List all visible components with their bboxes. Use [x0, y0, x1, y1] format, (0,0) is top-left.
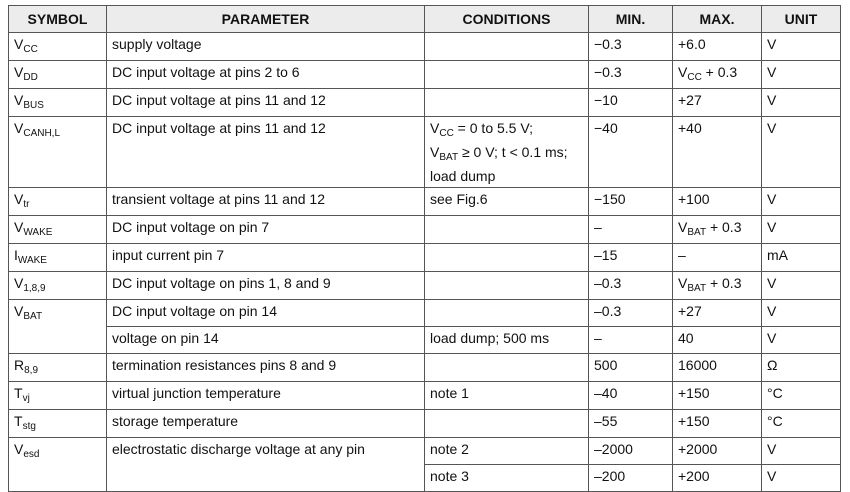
- symbol-main: T: [14, 413, 23, 429]
- unit-cell: V: [762, 465, 841, 492]
- min-cell: −40: [589, 117, 673, 188]
- min-cell: –: [589, 216, 673, 244]
- max-cell: [673, 216, 762, 244]
- table-row: [9, 354, 841, 382]
- max-cell: +200: [673, 465, 762, 492]
- parameter-cell: transient voltage at pins 11 and 12: [107, 188, 425, 216]
- symbol-subscript: CC: [23, 44, 38, 55]
- max-cell: +2000: [673, 438, 762, 465]
- symbol-cell: [9, 89, 107, 117]
- conditions-cell: [425, 244, 589, 272]
- max-cell: +100: [673, 188, 762, 216]
- min-cell: –0.3: [589, 272, 673, 300]
- max-cell: 16000: [673, 354, 762, 382]
- max-main: V: [678, 219, 688, 235]
- unit-cell: V: [762, 117, 841, 188]
- conditions-cell: [425, 410, 589, 438]
- max-cell: –: [673, 244, 762, 272]
- symbol-cell: [9, 438, 107, 492]
- min-cell: –2000: [589, 438, 673, 465]
- symbol-subscript: vj: [22, 393, 30, 404]
- symbol-main: V: [14, 120, 24, 136]
- parameter-cell: input current pin 7: [107, 244, 425, 272]
- symbol-main: I: [14, 247, 18, 263]
- max-suffix: + 0.3: [706, 219, 742, 235]
- max-cell: +150: [673, 410, 762, 438]
- min-cell: –40: [589, 382, 673, 410]
- symbol-main: V: [14, 36, 24, 52]
- parameter-cell: DC input voltage at pins 11 and 12: [107, 89, 425, 117]
- max-suffix: + 0.3: [706, 275, 742, 291]
- symbol-cell: [9, 216, 107, 244]
- table-row: [9, 300, 841, 327]
- conditions-cell: note 3: [425, 465, 589, 492]
- max-subscript: BAT: [687, 283, 707, 294]
- conditions-cell: [425, 354, 589, 382]
- parameter-cell: DC input voltage at pins 2 to 6: [107, 61, 425, 89]
- header-min: MIN.: [589, 6, 673, 33]
- parameter-cell: DC input voltage at pins 11 and 12: [107, 117, 425, 188]
- conditions-cell: note 1: [425, 382, 589, 410]
- parameter-cell: DC input voltage on pin 7: [107, 216, 425, 244]
- parameter-cell: storage temperature: [107, 410, 425, 438]
- table-row: [9, 272, 841, 300]
- conditions-cell: load dump; 500 ms: [425, 327, 589, 354]
- max-cell: +150: [673, 382, 762, 410]
- table-row: [9, 89, 841, 117]
- unit-cell: V: [762, 327, 841, 354]
- parameter-cell: DC input voltage on pin 14: [107, 300, 425, 327]
- symbol-main: V: [14, 441, 24, 457]
- symbol-subscript: 8,9: [24, 365, 39, 376]
- conditions-cell: [425, 33, 589, 61]
- max-subscript: BAT: [687, 227, 707, 238]
- header-symbol: SYMBOL: [9, 6, 107, 33]
- symbol-cell: [9, 354, 107, 382]
- min-cell: –0.3: [589, 300, 673, 327]
- min-cell: –200: [589, 465, 673, 492]
- unit-cell: °C: [762, 382, 841, 410]
- max-cell: +40: [673, 117, 762, 188]
- symbol-subscript: WAKE: [17, 255, 47, 266]
- unit-cell: mA: [762, 244, 841, 272]
- symbol-cell: [9, 300, 107, 354]
- min-cell: –55: [589, 410, 673, 438]
- cond-main: V: [430, 144, 440, 160]
- max-cell: [673, 272, 762, 300]
- symbol-cell: [9, 410, 107, 438]
- max-main: V: [678, 64, 688, 80]
- symbol-main: R: [14, 357, 25, 373]
- symbol-subscript: tr: [23, 199, 30, 210]
- conditions-cell: [425, 272, 589, 300]
- max-cell: [673, 61, 762, 89]
- condition-line: [430, 143, 583, 167]
- unit-cell: V: [762, 216, 841, 244]
- symbol-main: V: [14, 92, 24, 108]
- symbol-main: V: [14, 191, 24, 207]
- table-row: [9, 188, 841, 216]
- table-row: [9, 61, 841, 89]
- symbol-cell: [9, 382, 107, 410]
- symbol-cell: [9, 33, 107, 61]
- symbol-cell: [9, 61, 107, 89]
- header-parameter: PARAMETER: [107, 6, 425, 33]
- symbol-main: V: [14, 64, 24, 80]
- cond-subscript: CC: [439, 128, 454, 139]
- parameter-cell: virtual junction temperature: [107, 382, 425, 410]
- symbol-subscript: 1,8,9: [23, 283, 46, 294]
- conditions-cell: [425, 117, 589, 188]
- unit-cell: V: [762, 89, 841, 117]
- header-row: [9, 6, 841, 33]
- parameter-cell: voltage on pin 14: [107, 327, 425, 354]
- unit-cell: Ω: [762, 354, 841, 382]
- table-row: [9, 117, 841, 188]
- symbol-subscript: esd: [23, 449, 40, 460]
- unit-cell: V: [762, 438, 841, 465]
- table-row: [9, 410, 841, 438]
- symbol-subscript: stg: [22, 421, 36, 432]
- min-cell: −0.3: [589, 33, 673, 61]
- symbol-main: V: [14, 275, 24, 291]
- max-subscript: CC: [687, 72, 702, 83]
- limiting-values-table: [8, 5, 841, 492]
- min-cell: –: [589, 327, 673, 354]
- table-row: [9, 438, 841, 465]
- table-row: [9, 327, 841, 354]
- cond-suffix: ≥ 0 V; t < 0.1 ms;: [458, 144, 568, 160]
- unit-cell: V: [762, 61, 841, 89]
- table-row: [9, 33, 841, 61]
- unit-cell: °C: [762, 410, 841, 438]
- max-cell: +6.0: [673, 33, 762, 61]
- cond-subscript: BAT: [439, 152, 459, 163]
- min-cell: −10: [589, 89, 673, 117]
- min-cell: –15: [589, 244, 673, 272]
- parameter-cell: supply voltage: [107, 33, 425, 61]
- max-cell: +27: [673, 300, 762, 327]
- header-unit: UNIT: [762, 6, 841, 33]
- cond-suffix: = 0 to 5.5 V;: [453, 120, 534, 136]
- header-max: MAX.: [673, 6, 762, 33]
- max-cell: +27: [673, 89, 762, 117]
- conditions-cell: [425, 300, 589, 327]
- cond-main: V: [430, 120, 440, 136]
- table-row: [9, 216, 841, 244]
- min-cell: −0.3: [589, 61, 673, 89]
- unit-cell: V: [762, 33, 841, 61]
- symbol-main: V: [14, 303, 24, 319]
- symbol-subscript: WAKE: [23, 227, 53, 238]
- max-main: V: [678, 275, 688, 291]
- conditions-cell: note 2: [425, 438, 589, 465]
- max-suffix: + 0.3: [701, 64, 738, 80]
- parameter-cell: electrostatic discharge voltage at any pin: [107, 438, 425, 492]
- max-cell: 40: [673, 327, 762, 354]
- symbol-subscript: BAT: [23, 311, 43, 322]
- symbol-main: T: [14, 385, 23, 401]
- min-cell: −150: [589, 188, 673, 216]
- header-conditions: CONDITIONS: [425, 6, 589, 33]
- parameter-cell: DC input voltage on pins 1, 8 and 9: [107, 272, 425, 300]
- condition-line: load dump: [430, 168, 496, 184]
- symbol-cell: [9, 117, 107, 188]
- unit-cell: V: [762, 272, 841, 300]
- symbol-subscript: DD: [23, 72, 38, 83]
- symbol-cell: [9, 272, 107, 300]
- min-cell: 500: [589, 354, 673, 382]
- conditions-cell: [425, 61, 589, 89]
- symbol-subscript: BUS: [23, 100, 44, 111]
- unit-cell: V: [762, 300, 841, 327]
- symbol-cell: [9, 244, 107, 272]
- conditions-cell: see Fig.6: [425, 188, 589, 216]
- table-row: [9, 382, 841, 410]
- conditions-cell: [425, 216, 589, 244]
- conditions-cell: [425, 89, 589, 117]
- table-row: [9, 244, 841, 272]
- unit-cell: V: [762, 188, 841, 216]
- symbol-main: V: [14, 219, 24, 235]
- condition-line: [430, 119, 583, 143]
- parameter-cell: termination resistances pins 8 and 9: [107, 354, 425, 382]
- symbol-subscript: CANH,L: [23, 128, 61, 139]
- symbol-cell: [9, 188, 107, 216]
